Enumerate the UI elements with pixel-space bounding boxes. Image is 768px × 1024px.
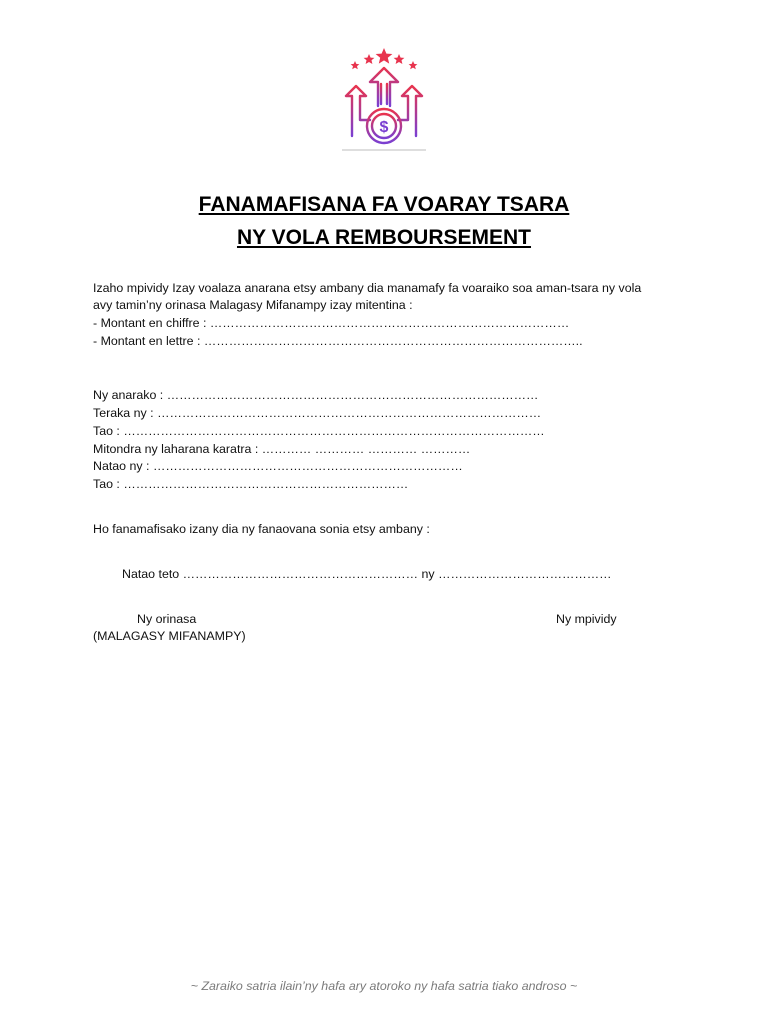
place-blank: …………………………………………………: [182, 567, 419, 581]
field-row: [93, 476, 408, 494]
confirmation-text: Ho fanamafisako izany dia ny fanaovana sonia etsy ambany :: [93, 522, 430, 536]
field-blank: ………………………………………………………………………………: [166, 388, 539, 402]
logo: [336, 44, 432, 156]
montant-chiffre-blank: ……………………………………………………………………………: [209, 316, 570, 330]
montant-chiffre-label: - Montant en chiffre :: [93, 316, 207, 330]
svg-text:$: $: [379, 119, 389, 136]
montant-lettre-blank: ………………………………………………………………………………..: [203, 334, 583, 348]
document-title-line1: FANAMAFISANA FA VOARAY TSARA: [198, 193, 570, 216]
signature-company-name: (MALAGASY MIFANAMPY): [93, 629, 246, 643]
document-title-line2: NY VOLA REMBOURSEMENT: [236, 226, 532, 249]
signature-company-label: Ny orinasa: [137, 612, 197, 626]
footer-quote: ~ Zaraiko satria ilain’ny hafa ary atoroko ny hafa satria tiako androso ~: [190, 979, 578, 993]
field-row: [93, 458, 463, 476]
field-label: Teraka ny :: [93, 406, 154, 420]
field-blank: ………… ………… ………… …………: [261, 442, 471, 456]
dollar-growth-arrows-icon: [336, 44, 432, 156]
field-label: Ny anarako :: [93, 388, 164, 402]
field-label: Tao :: [93, 477, 120, 491]
date-place-line: [122, 566, 612, 584]
field-blank: ……………………………………………………………: [123, 477, 409, 491]
field-blank: …………………………………………………………………………………: [157, 406, 542, 420]
field-row: [93, 387, 538, 405]
field-row: [93, 423, 545, 441]
signature-buyer-label: Ny mpividy: [556, 612, 617, 626]
field-label: Tao :: [93, 424, 120, 438]
date-blank: ……………………………………: [438, 567, 612, 581]
field-row: [93, 405, 541, 423]
montant-lettre-label: - Montant en lettre :: [93, 334, 201, 348]
intro-line1: Izaho mpividy Izay voalaza anarana etsy ambany dia manamafy fa voaraiko soa aman-tsara ny vola: [93, 281, 642, 295]
field-blank: …………………………………………………………………: [152, 459, 463, 473]
field-label: Natao ny :: [93, 459, 150, 473]
montant-lettre-line: [93, 333, 583, 351]
field-row: [93, 441, 470, 459]
field-label: Mitondra ny laharana karatra :: [93, 442, 259, 456]
intro-line2: avy tamin’ny orinasa Malagasy Mifanampy izay mitentina :: [93, 298, 413, 312]
date-label: ny: [421, 567, 435, 581]
date-place-label: Natao teto: [122, 567, 180, 581]
field-blank: …………………………………………………………………………………………: [123, 424, 545, 438]
montant-chiffre-line: [93, 315, 569, 333]
